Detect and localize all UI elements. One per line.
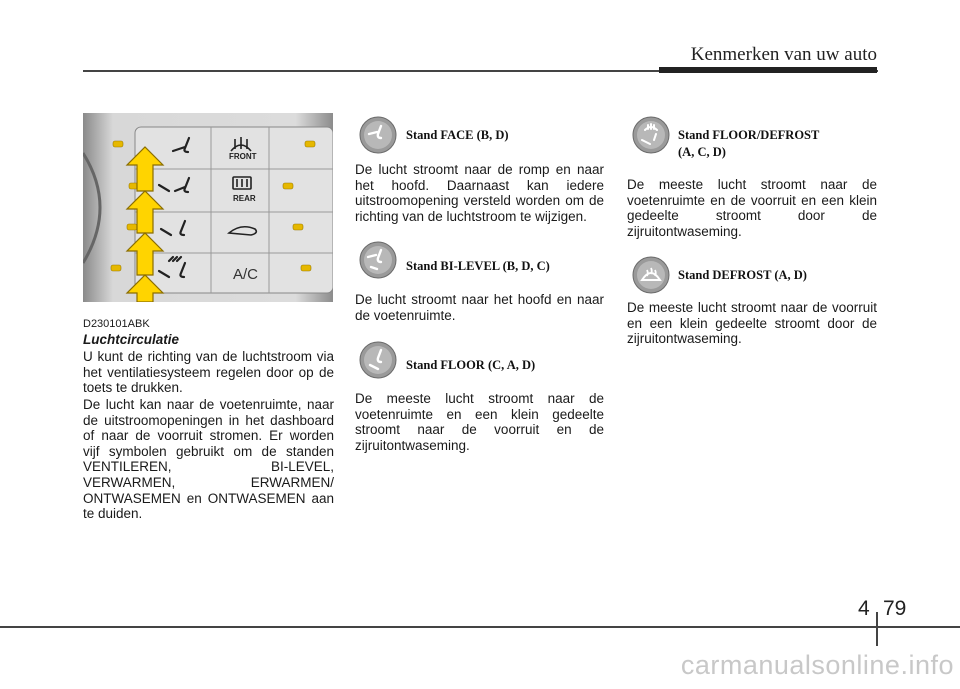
face-mode-text: De lucht stroomt naar de romp en naar het hoofd. Daarnaast kan iedere uitstroomopening versteld worden om de richting van de luchtstroom te wijzigen. [355, 162, 604, 224]
climate-panel-photo [83, 113, 333, 302]
footer-rule [0, 626, 960, 628]
face-mode-title: Stand FACE (B, D) [406, 128, 509, 142]
intro-paragraph: U kunt de richting van de luchtstroom via het ventilatiesysteem regelen door op de toets te drukken. [83, 349, 334, 396]
floor-defrost-vent-icon [632, 116, 670, 154]
chapter-number: 4 [858, 597, 870, 620]
floor-defrost-mode-text: De meeste lucht stroomt naar de voetenruimte en de voorruit en een klein gedeelte stroomt door de zijruitontwaseming. [627, 177, 877, 239]
climate-panel-illustration [83, 113, 333, 302]
section-code: D230101ABK [83, 318, 150, 330]
bi-level-vent-icon [359, 241, 397, 279]
defrost-mode-text: De meeste lucht stroomt naar de voorruit en een klein gedeelte stroomt door de zijruitontwaseming. [627, 300, 877, 347]
front-defrost-label: FRONT [229, 152, 257, 161]
page-header-title: Kenmerken van uw auto [690, 44, 877, 65]
floor-vent-icon [359, 341, 397, 379]
ac-label: A/C [233, 266, 259, 283]
page-number: 79 [883, 597, 907, 620]
rear-defrost-label: REAR [233, 194, 256, 203]
bi-level-mode-title: Stand BI-LEVEL (B, D, C) [406, 259, 550, 273]
watermark-text: carmanualsonline.info [680, 650, 954, 680]
description-paragraph: De lucht kan naar de voetenruimte, naar de uitstroomopeningen in het dashboard of naar de voorruit stromen. Er worden vijf symbolen gebruikt om de standen VENTILEREN, BI-LEVEL, VERWARMEN, ERWARMEN/ ONTWASEMEN en ONTWASEMEN aan te duiden. [83, 397, 334, 522]
floor-mode-title: Stand FLOOR (C, A, D) [406, 358, 536, 372]
floor-mode-text: De meeste lucht stroomt naar de voetenruimte en een klein gedeelte stroomt naar de voorruit en de zijruitontwaseming. [355, 391, 604, 453]
floor-defrost-mode-title-line2: (A, C, D) [678, 145, 726, 159]
floor-defrost-mode-title-line1: Stand FLOOR/DEFROST [678, 128, 820, 142]
footer-divider [876, 612, 878, 646]
section-heading: Luchtcirculatie [83, 332, 180, 347]
face-vent-icon [359, 116, 397, 154]
header-rule-accent [659, 67, 877, 73]
defrost-icon [632, 256, 670, 294]
defrost-mode-title: Stand DEFROST (A, D) [678, 268, 807, 282]
bi-level-mode-text: De lucht stroomt naar het hoofd en naar de voetenruimte. [355, 292, 604, 323]
